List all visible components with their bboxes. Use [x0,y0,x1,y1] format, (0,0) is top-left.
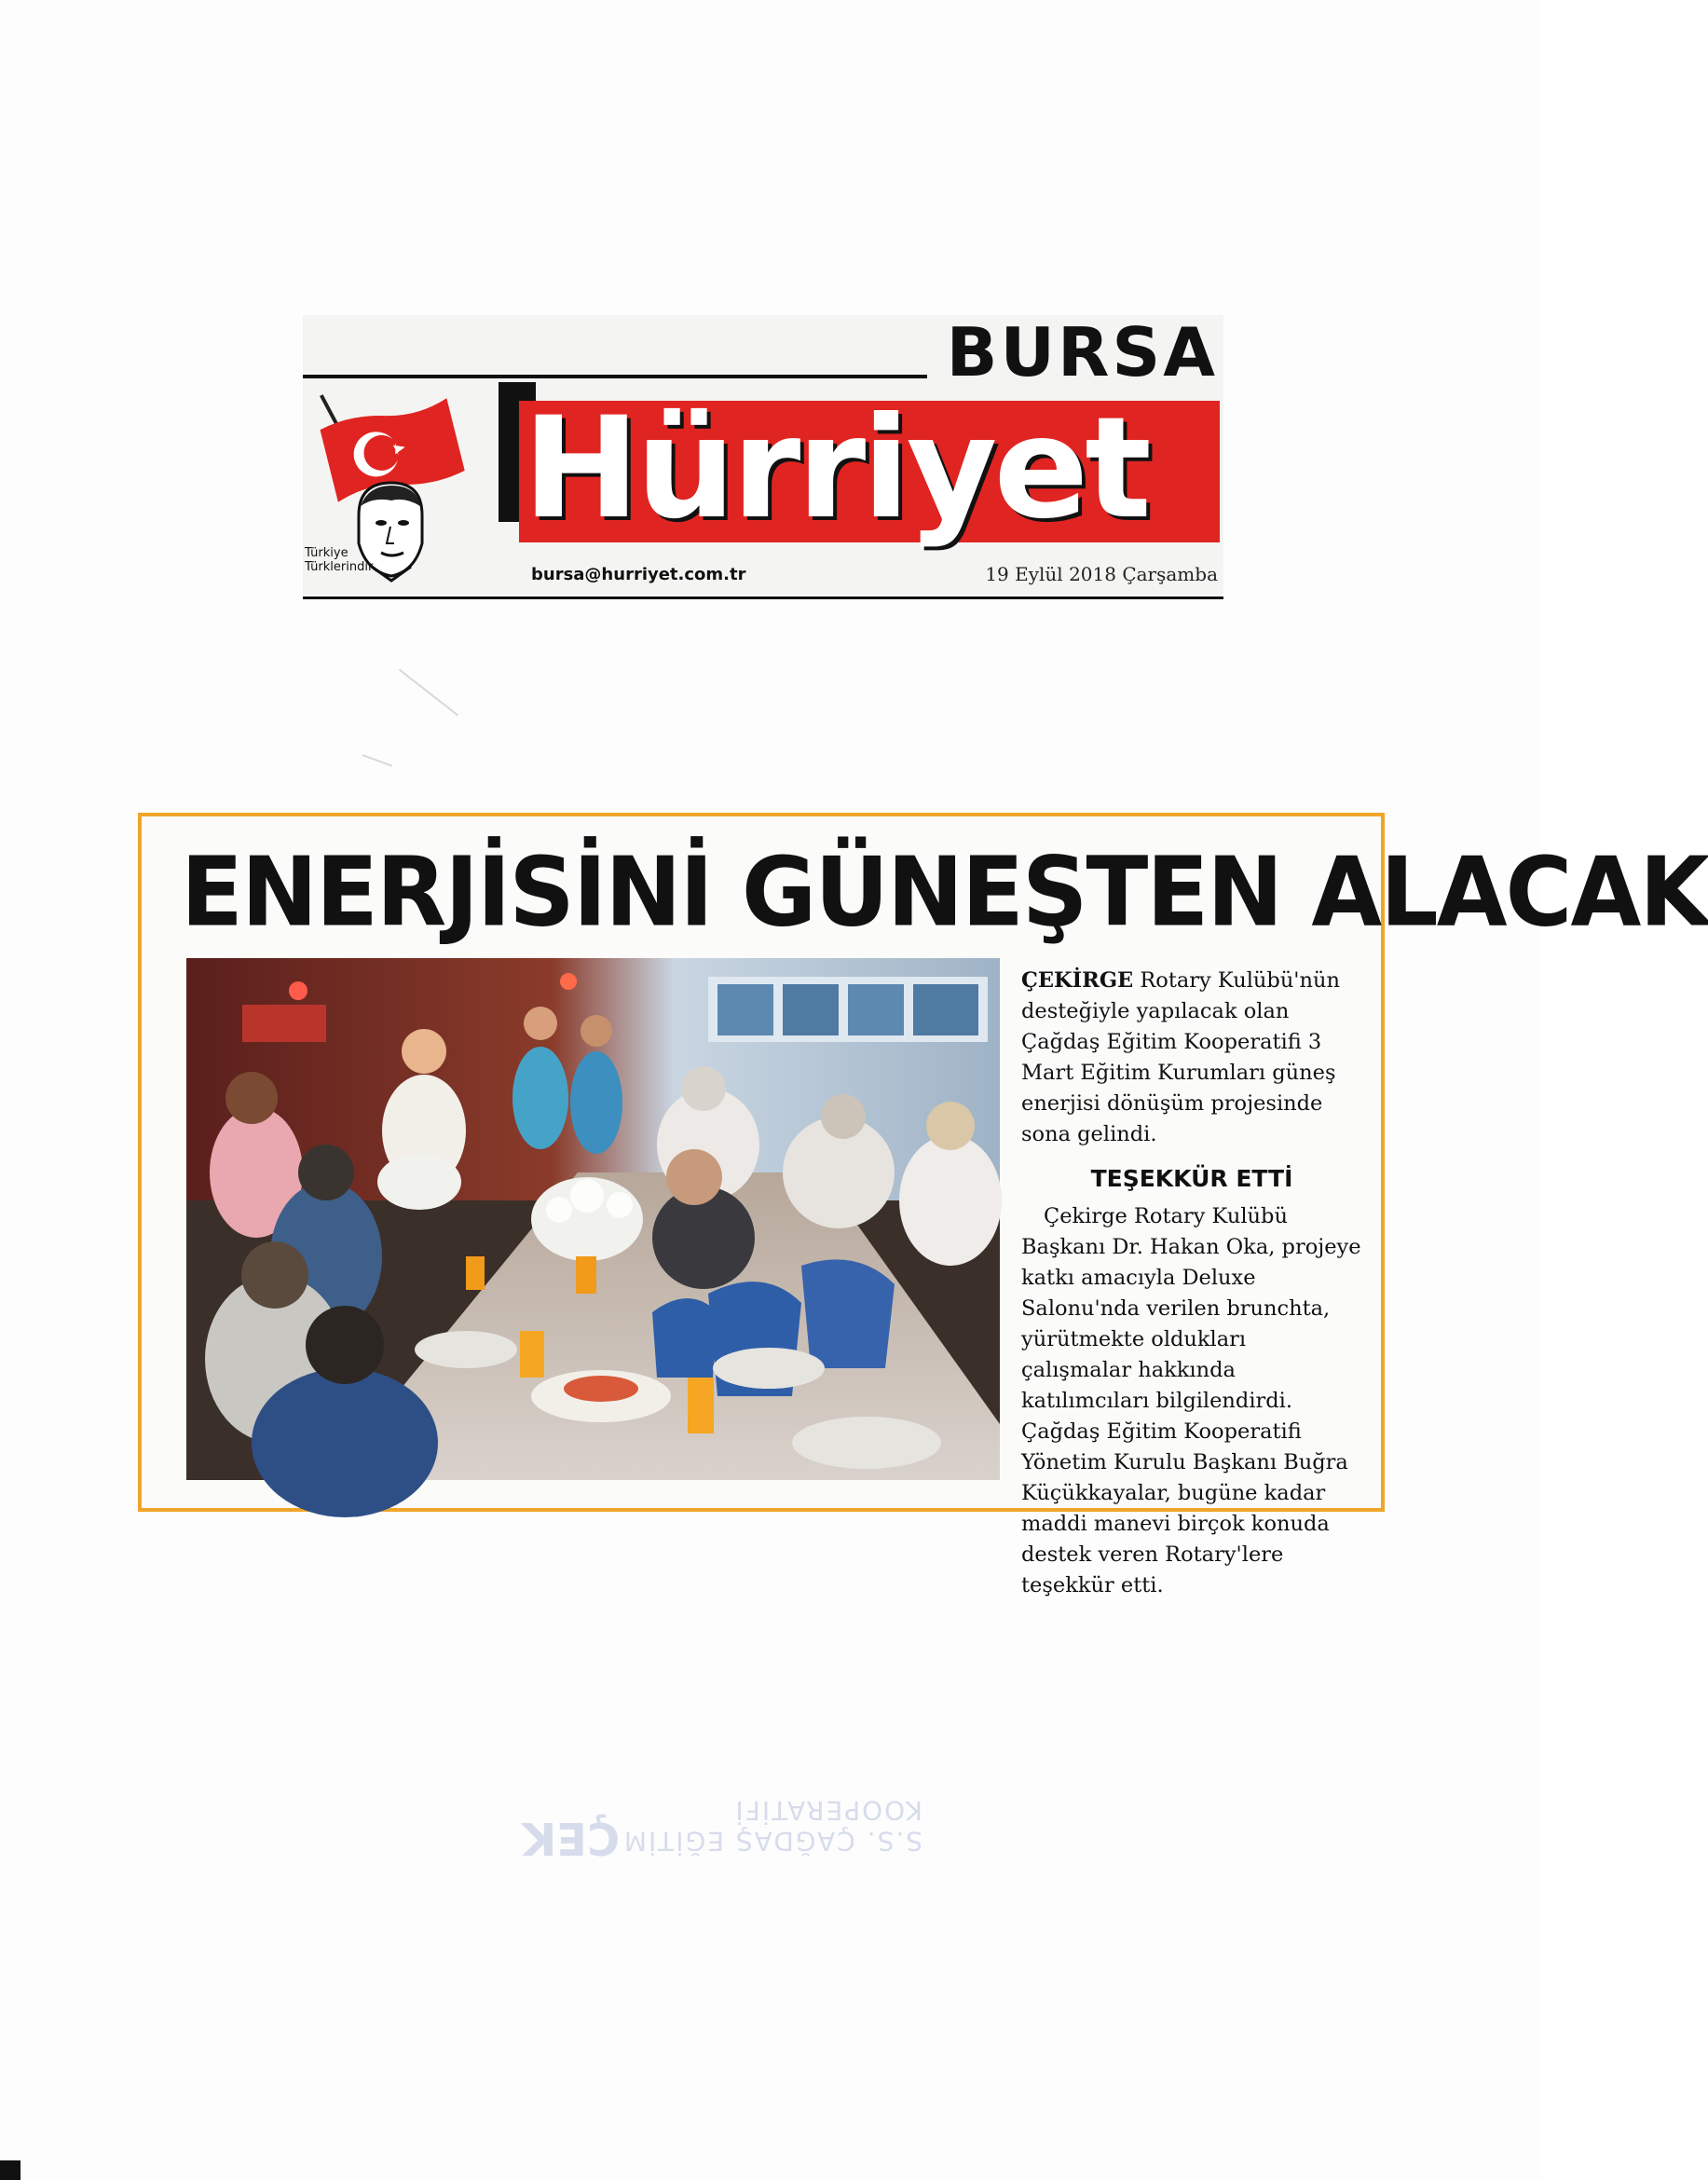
issue-date: 19 Eylül 2018 Çarşamba [985,563,1218,585]
lead-keyword: ÇEKİRGE [1021,968,1134,993]
masthead-motto [305,546,417,574]
article-subheading: TEŞEKKÜR ETTİ [1090,1165,1293,1192]
article-headline: ENERJİSİNİ GÜNEŞTEN ALACAK [181,837,1708,949]
masthead-bottom-rule [303,596,1223,599]
lead-text: Rotary Kulübü'nün desteğiyle yapılacak olan Çağdaş Eğitim Kooperatifi 3 Mart Eğitim Kurumları güneş enerjisi dönüşüm projesinde sona gelindi. [1021,968,1340,1146]
faded-cooperative-stamp [503,1678,950,1873]
motto-line-2: Türklerindir [305,560,374,574]
masthead-rule [303,375,927,378]
contact-email: bursa@hurriyet.com.tr [531,565,746,584]
stamp-logo: ÇEK [522,1812,621,1864]
article-text [1021,966,1362,1601]
newspaper-masthead [303,315,1223,599]
news-article [138,813,1708,1597]
masthead-region: BURSA [946,313,1218,391]
newspaper-logo: Hürriyet [523,388,1148,550]
motto-line-1: Türkiye [305,546,348,560]
body-paragraph: Çekirge Rotary Kulübü Başkanı Dr. Hakan Oka, projeye katkı amacıyla Deluxe Salonu'nda verilen brunchta, yürütmekte oldukları çalışmalar hakkında katılımcıları bilgilendirdi. Çağdaş Eğitim Kooperatifi Yönetim Kurulu Başkanı Buğra Küçükkayalar, bugüne kadar maddi manevi birçok konuda destek veren Rotary'lere teşekkür etti. [1021,1204,1361,1597]
stamp-title: S.S. ÇAĞDAŞ EĞİTİM KOOPERATİFİ [622,1795,922,1857]
lead-paragraph [1021,966,1362,1150]
scan-corner-mark [0,2160,20,2180]
brunch-event-photo [186,958,1000,1480]
